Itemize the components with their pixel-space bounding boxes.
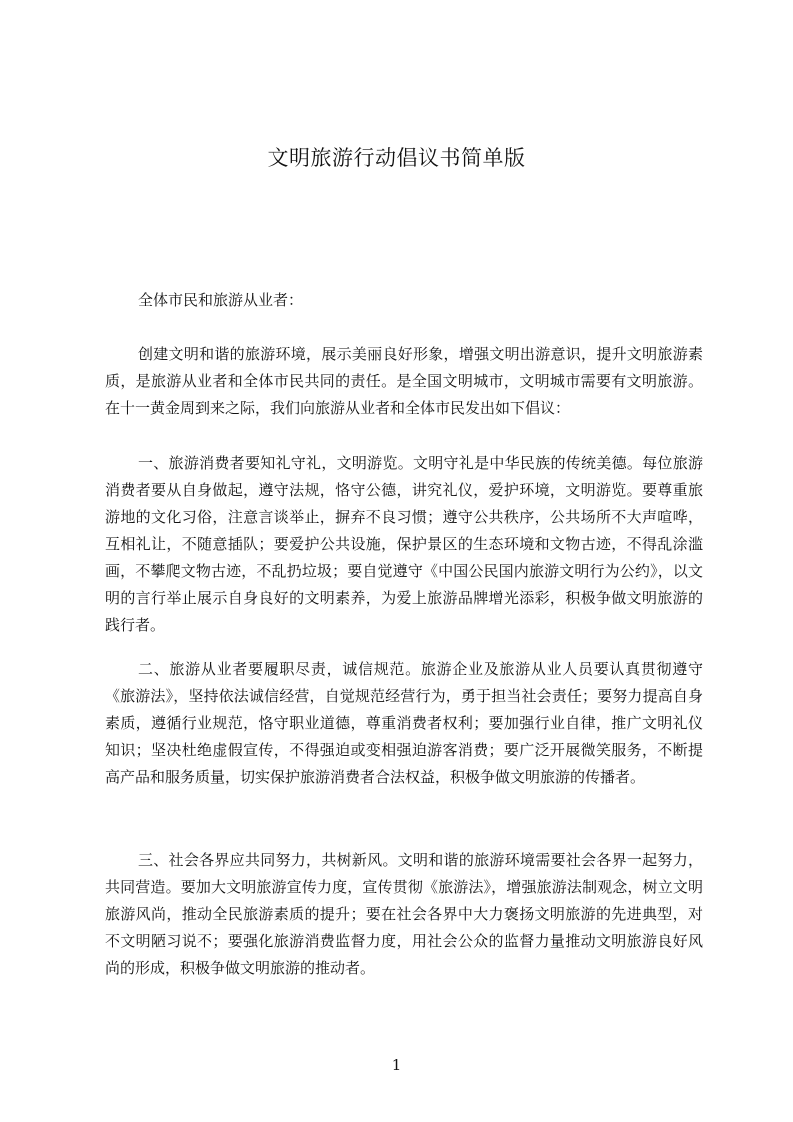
paragraph-consumers: 一、旅游消费者要知礼守礼，文明游览。文明守礼是中华民族的传统美德。每位旅游消费者要从自身做起，遵守法规，恪守公德，讲究礼仪，爱护环境，文明游览。要尊重旅游地的文化习俗，注意言谈举止，摒弃不良习惯；遵守公共秩序，公共场所不大声喧哗，互相礼让，不随意插队；要爱护公共设施，保护景区的生态环境和文物古迹，不得乱涂滥画，不攀爬文物古迹，不乱扔垃圾；要自觉遵守《中国公民国内旅游文明行为公约》，以文明的言行举止展示自身良好的文明素养，为爱上旅游品牌增光添彩，积极争做文明旅游的践行者。 <box>105 454 703 634</box>
paragraph-society: 三、社会各界应共同努力，共树新风。文明和谐的旅游环境需要社会各界一起努力，共同营造。要加大文明旅游宣传力度，宣传贯彻《旅游法》，增强旅游法制观念，树立文明旅游风尚，推动全民旅游素质的提升；要在社会各界中大力褒扬文明旅游的先进典型，对不文明陋习说不；要强化旅游消费监督力度，用社会公众的监督力量推动文明旅游良好风尚的形成，积极争做文明旅游的推动者。 <box>105 851 703 977</box>
page-number: 1 <box>391 1056 402 1074</box>
document-title: 文明旅游行动倡议书简单版 <box>267 146 526 170</box>
salutation: 全体市民和旅游从业者： <box>138 291 304 309</box>
paragraph-intro: 创建文明和谐的旅游环境，展示美丽良好形象，增强文明出游意识，提升文明旅游素质，是旅游从业者和全体市民共同的责任。是全国文明城市，文明城市需要有文明旅游。在十一黄金周到来之际，我们向旅游从业者和全体市民发出如下倡议： <box>105 345 703 417</box>
paragraph-practitioners: 二、旅游从业者要履职尽责，诚信规范。旅游企业及旅游从业人员要认真贯彻遵守《旅游法》，坚持依法诚信经营，自觉规范经营行为，勇于担当社会责任；要努力提高自身素质，遵循行业规范，恪守职业道德，尊重消费者权利；要加强行业自律，推广文明礼仪知识；坚决杜绝虚假宣传，不得强迫或变相强迫游客消费；要广泛开展微笑服务，不断提高产品和服务质量，切实保护旅游消费者合法权益，积极争做文明旅游的传播者。 <box>105 660 703 786</box>
